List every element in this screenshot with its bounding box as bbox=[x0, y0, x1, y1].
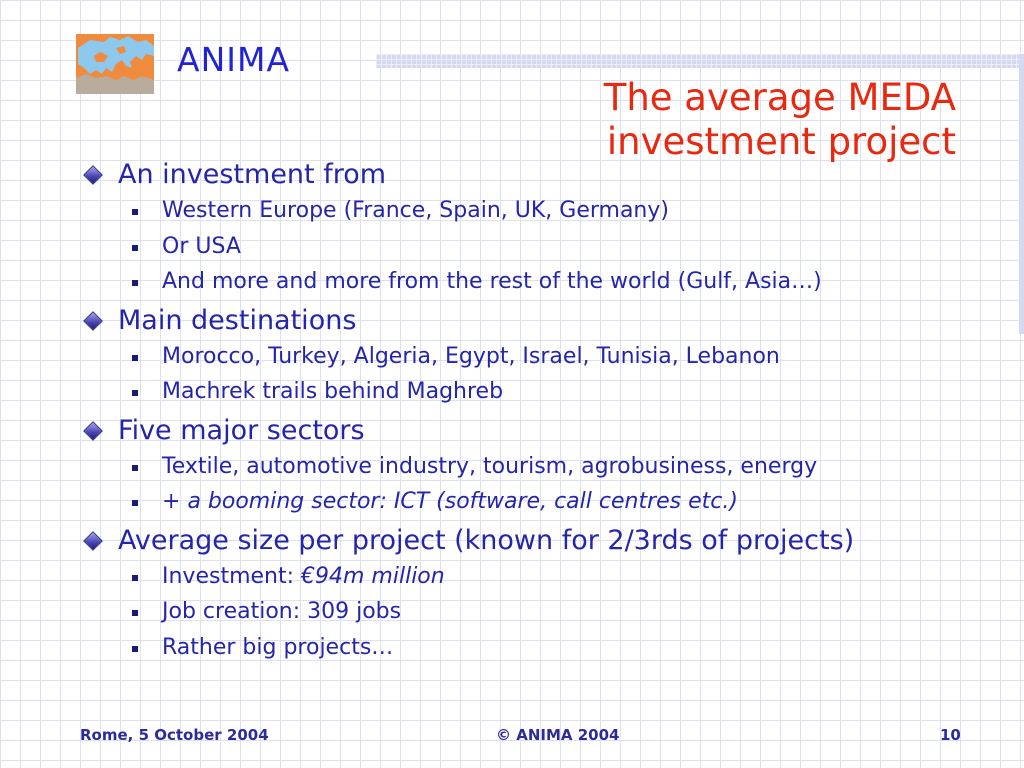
square-bullet-icon bbox=[132, 355, 138, 361]
sub-bullet-emphasis: a booming sector: ICT (software, call centres etc.) bbox=[187, 489, 738, 514]
square-bullet-icon bbox=[132, 610, 138, 616]
sub-bullet-text: Job creation: 309 jobs bbox=[162, 599, 402, 624]
side-bar bbox=[1019, 54, 1024, 334]
sub-bullet bbox=[82, 449, 982, 485]
square-bullet-icon bbox=[132, 575, 138, 581]
bullet-investment-from bbox=[82, 156, 982, 193]
sub-bullet bbox=[82, 264, 982, 300]
bullet-text: Five major sectors bbox=[118, 414, 365, 446]
sub-bullet-text: Western Europe (France, Spain, UK, Germany) bbox=[162, 198, 669, 223]
square-bullet-icon bbox=[132, 500, 138, 506]
sub-bullet-text: Rather big projects… bbox=[162, 634, 394, 660]
square-bullet-icon bbox=[132, 465, 138, 471]
sub-bullet bbox=[82, 374, 982, 410]
square-bullet-icon bbox=[132, 646, 138, 652]
sub-bullet-text: Machrek trails behind Maghreb bbox=[162, 379, 504, 404]
slide-title bbox=[604, 76, 956, 164]
sub-bullet-emphasis: €94m million bbox=[301, 563, 445, 589]
square-bullet-icon bbox=[132, 245, 138, 251]
diamond-bullet-icon bbox=[83, 165, 103, 185]
sub-bullet-prefix: Investment: bbox=[162, 563, 302, 589]
sub-bullet bbox=[82, 484, 982, 520]
diamond-bullet-icon bbox=[83, 531, 103, 551]
sub-bullet bbox=[82, 339, 982, 375]
sub-bullet bbox=[82, 594, 982, 630]
footer-location-date: Rome, 5 October 2004 bbox=[80, 726, 269, 744]
footer-copyright: © ANIMA 2004 bbox=[496, 726, 620, 744]
bullet-text: Average size per project (known for 2/3rds of projects) bbox=[118, 524, 855, 556]
sub-bullet-text: Textile, automotive industry, tourism, agrobusiness, energy bbox=[162, 453, 818, 479]
sub-bullet bbox=[82, 229, 982, 265]
sub-bullet bbox=[82, 559, 982, 595]
brand-name: ANIMA bbox=[177, 40, 291, 79]
diamond-bullet-icon bbox=[83, 421, 103, 441]
diamond-bullet-icon bbox=[83, 311, 103, 331]
slide-content bbox=[82, 154, 982, 665]
anima-logo-map-icon bbox=[76, 34, 154, 94]
sub-bullet bbox=[82, 193, 982, 229]
bullet-text: Main destinations bbox=[118, 304, 357, 336]
title-line-1: The average MEDA bbox=[603, 76, 956, 119]
bullet-average-size bbox=[82, 522, 982, 559]
footer-page-number: 10 bbox=[940, 726, 961, 744]
bullet-main-destinations bbox=[82, 302, 982, 339]
sub-bullet-prefix: + bbox=[162, 489, 188, 514]
bullet-text: An investment from bbox=[118, 159, 387, 190]
bullet-major-sectors bbox=[82, 412, 982, 449]
sub-bullet-text: And more and more from the rest of the world (Gulf, Asia…) bbox=[162, 269, 822, 294]
sub-bullet bbox=[82, 630, 982, 666]
sub-bullet-text: Morocco, Turkey, Algeria, Egypt, Israel, Tunisia, Lebanon bbox=[162, 343, 780, 369]
square-bullet-icon bbox=[132, 209, 138, 215]
header-bar bbox=[376, 54, 1024, 68]
square-bullet-icon bbox=[132, 280, 138, 286]
sub-bullet-text: Or USA bbox=[162, 233, 241, 259]
square-bullet-icon bbox=[132, 390, 138, 396]
title-line-2: investment project bbox=[606, 120, 956, 163]
